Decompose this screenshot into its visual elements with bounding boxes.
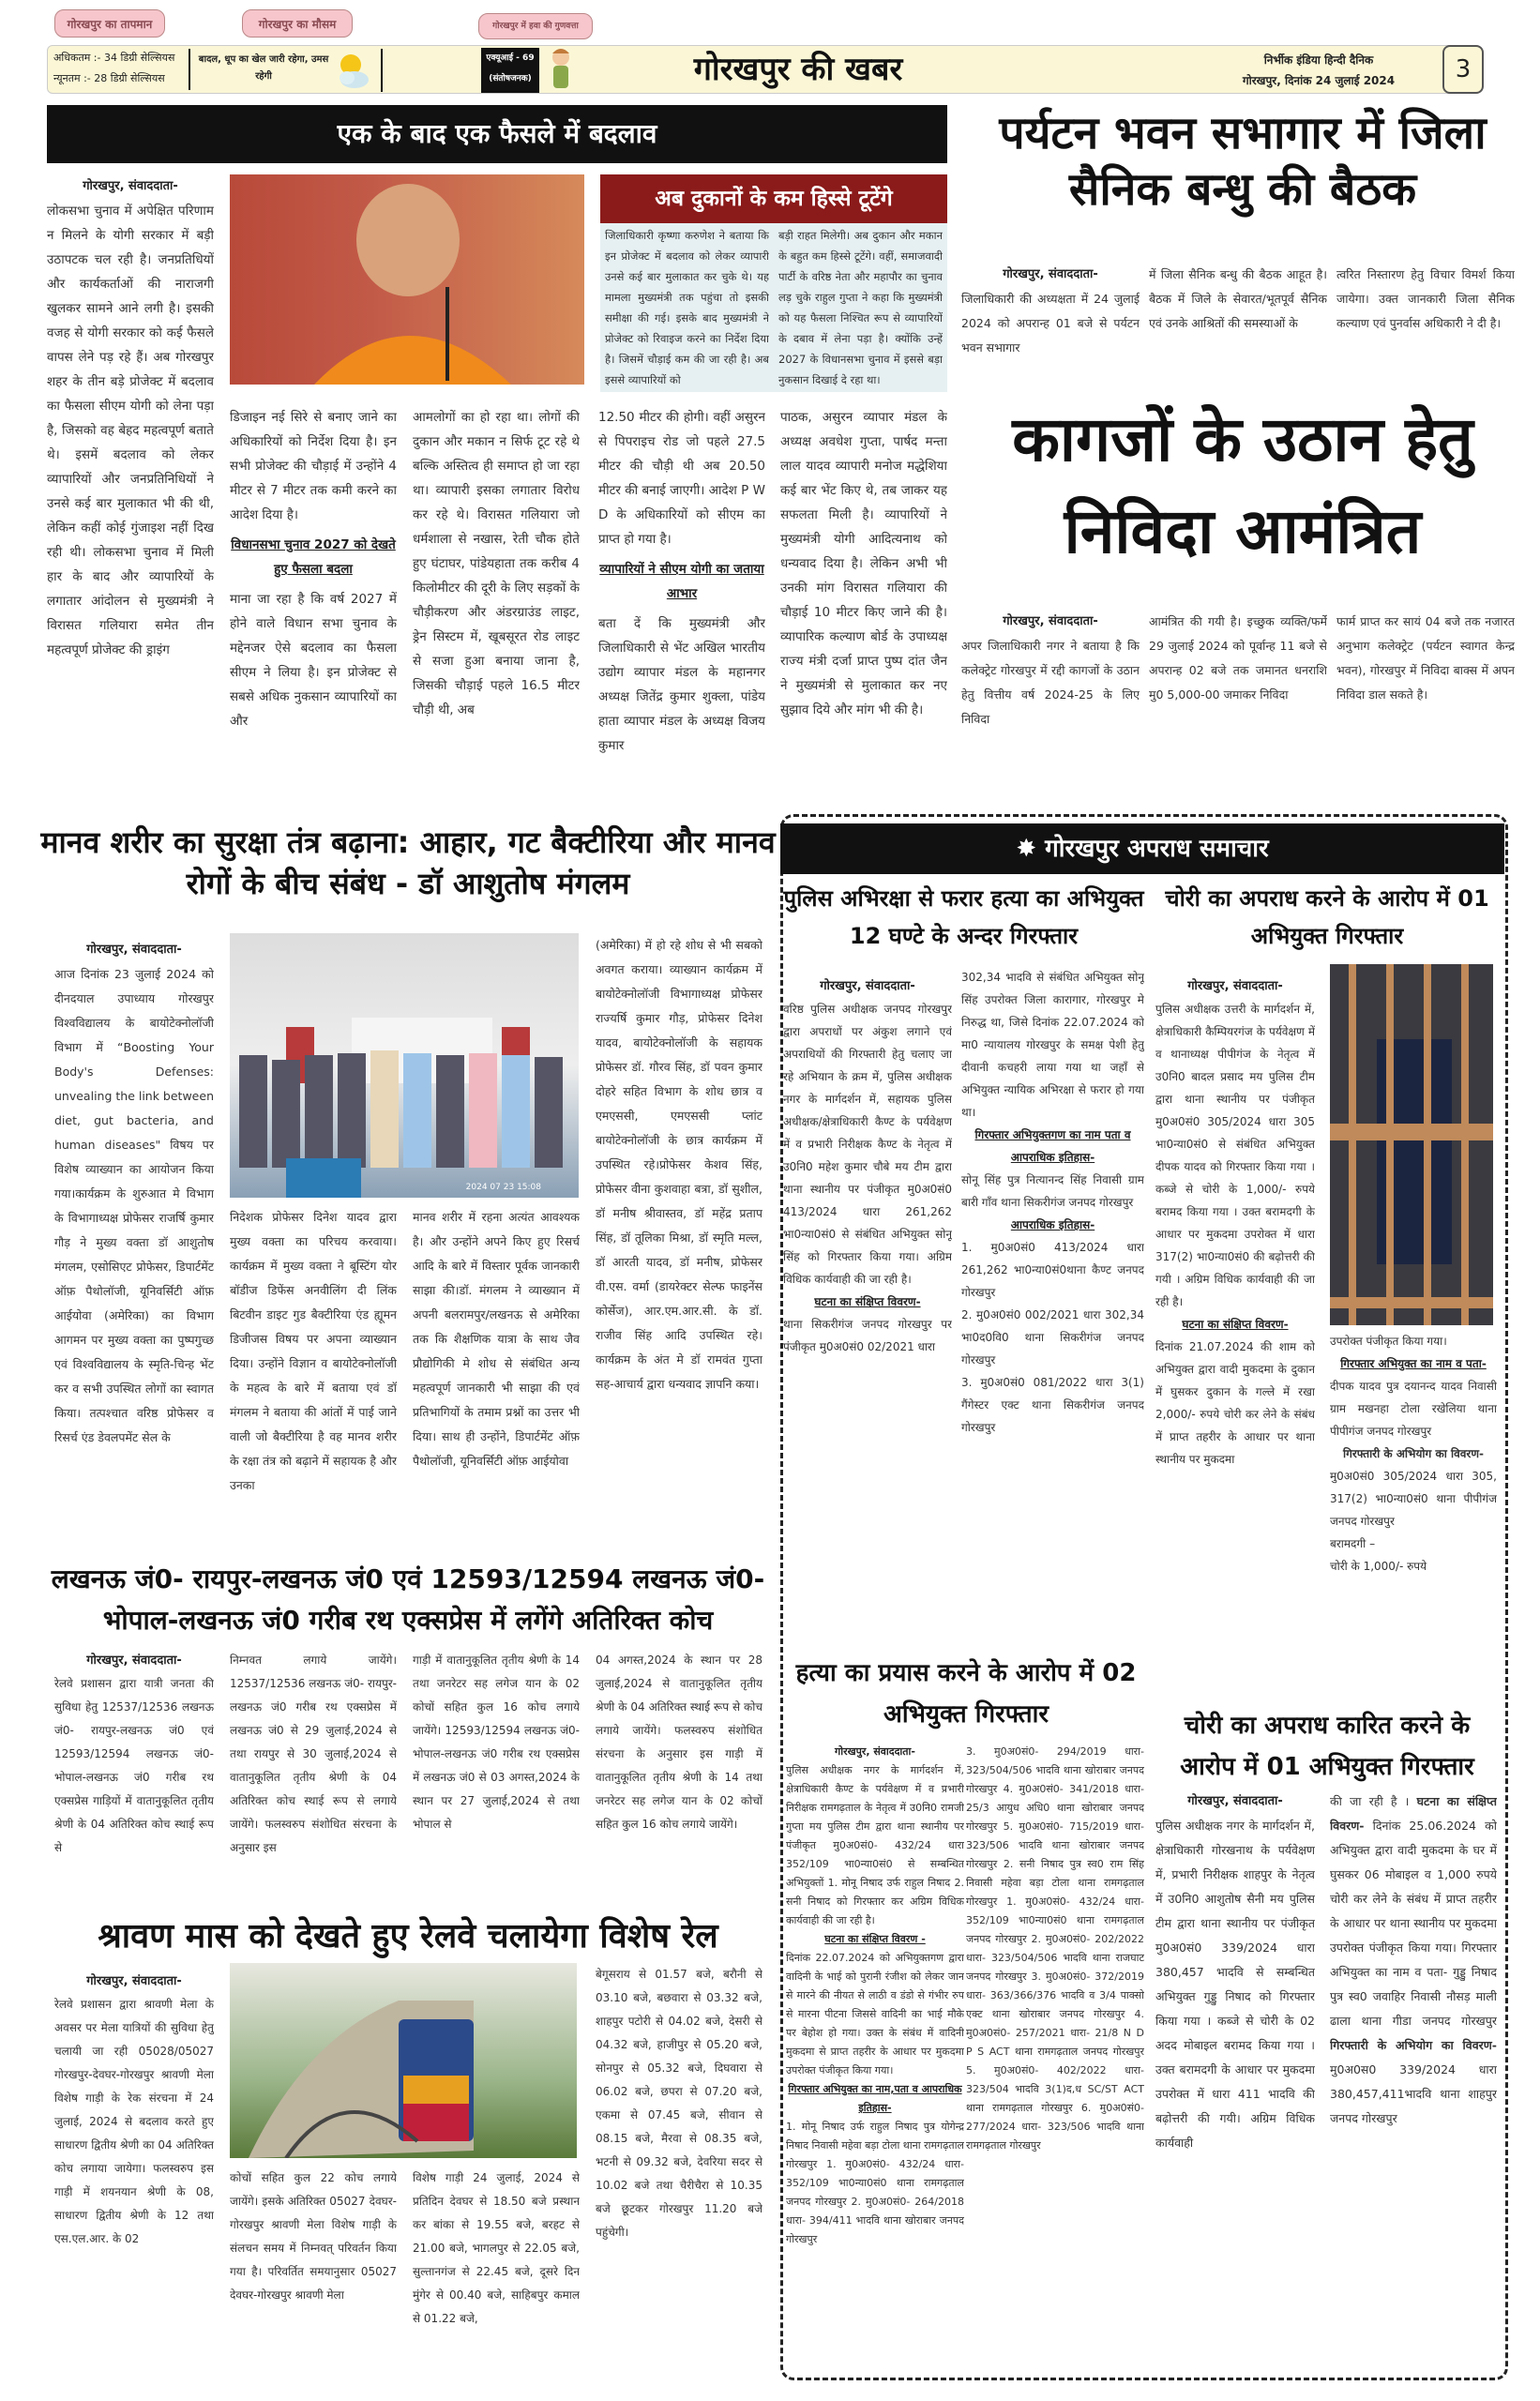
- crime-d-subhead-2: गिरफ्तारी के अभियोग का विवरण-: [1330, 2038, 1497, 2052]
- crime-b-text-1: पुलिस अधीक्षक उत्तरी के मार्गदर्शन में, क्षेत्राधिकारी कैम्पियरगंज के पर्यवेक्षण में व थानाध्यक्ष पीपीगंज के नेतृत्व में उ0नि0 बादल प्रसाद मय पुलिस टीम द्वारा थाना स्थानीय पर पंजीकृत मु0अ0सं0 305/2024 धारा 305 भा0न्या0सं0 से संबंधित अभियुक्त दीपक यादव को गिरफ्तार किया गया । कब्जे से चोरी के 1,000/- रुपये बरामद किया गया । उक्त बरामदगी के आधार पर मुकदमा उपरोक्त में धारा 317(2) भा0न्या0सं0 की बढ़ोत्तरी की गयी । अग्रिम विधिक कार्यवाही की जा रही है।: [1155, 1003, 1315, 1308]
- byline: गोरखपुर, संवाददाता-: [1187, 1794, 1283, 1808]
- story4-col1: [54, 938, 214, 1548]
- page-number: 3: [1442, 45, 1484, 94]
- inset-col1: जिलाधिकारी कृष्णा करुणेश ने बताया कि इन प्रोजेक्ट में बदलाव को लेकर व्यापारी उनसे कई बार मुलाकात कर चुके थे। यह मामला मुख्यमंत्री तक पहुंचा तो इसकी समीक्षा की गई। इसके बाद मुख्यमंत्री ने प्रोजेक्ट को रिवाइज करने का निर्देश दिया है। जिसमें चौड़ाई कम की जा रही है। अब इससे व्यापारियों को: [605, 229, 769, 386]
- byline: गोरखपुर, संवाददाता-: [86, 1974, 182, 1988]
- story6-col1: [54, 1970, 214, 2373]
- crime-d-text-1: पुलिस अधीक्षक नगर के मार्गदर्शन में, क्षेत्राधिकारी गोरखनाथ के पर्यवेक्षण में, प्रभारी निरीक्षक शाहपुर के नेतृत्व में उ0नि0 आशुतोष सैनी मय पुलिस टीम द्वारा थाना स्थानीय पर पंजीकृत मु0अ0सं0 339/2024 धारा 380,457 भादवि से सम्बन्धित अभियुक्त गुड्डु निषाद को गिरफ्तार किया गया । कब्जे से चोरी के 02 अदद मोबाइल बरामद किया गया । उक्त बरामदगी के आधार पर मुकदमा उपरोक्त में धारा 411 भादवि की बढ़ोत्तरी की गयी। अग्रिम विधिक कार्यवाही: [1155, 1819, 1315, 2150]
- story5-col3: गाड़ी में वातानुकूलित तृतीय श्रेणी के 14 तथा जनरेटर सह लगेज यान के 02 कोचों सहित कुल 16 कोच लगाये जायेंगे। 12593/12594 लखनऊ जं0- भोपाल-लखनऊ जं0 गरीब रथ एक्सप्रेस में लखनऊ जं0 से 03 अगस्त,2024 के स्थान पर 27 जुलाई,2024 से तथा भोपाल से: [413, 1654, 580, 1831]
- crime-a-col2: [961, 966, 1144, 1623]
- crime-d-col2: [1330, 1789, 1497, 2352]
- weather-label: गोरखपुर का मौसम: [242, 9, 353, 38]
- aqi-badge: [481, 48, 539, 93]
- photo-caption: उपरोक्त पंजीकृत किया गया।: [1330, 1335, 1447, 1348]
- aqi-label: गोरखपुर में हवा की गुणवत्ता: [478, 13, 593, 39]
- story1-col5: पाठक, असुरन व्यापार मंडल के अध्यक्ष अवधेश गुप्ता, पार्षद मन्ता लाल यादव व्यापारी मनोज मद्धेशिया कई बार भेंट किए थे, तब जाकर यह सफलता मिली है। व्यापारियों ने मुख्यमंत्री योगी आदित्यनाथ को धन्यवाद दिया है। लेकिन अभी भी उनकी मांग विरासत गलियारा की चौड़ाई 10 मीटर किए जाने की है। व्यापारिक कल्याण बोर्ड के उपाध्यक्ष राज्य मंत्री दर्जा प्राप्त पुष्प दांत जैन ने मुख्यमंत्री से मुलाकात कर नए सुझाव दिये और मांग भी की है।: [780, 410, 947, 717]
- crime-a-text-1b: थाना सिकरीगंज जनपद गोरखपुर पर पंजीकृत मु0अ0सं0 02/2021 धारा: [783, 1318, 952, 1353]
- story1-col1: [47, 174, 214, 803]
- story2-col3: त्वरित निस्तारण हेतु विचार विमर्श किया जायेगा। उक्त जानकारी जिला सैनिक कल्याण एवं पुनर्वास अधिकारी ने दी है।: [1336, 267, 1515, 330]
- weather-forecast: बादल, धूप का खेल जारी रहेगा, उमस रहेगी: [198, 54, 329, 82]
- crime-d-text-pre: की जा रही है ।: [1330, 1794, 1410, 1808]
- aqi-status: (संतोषजनक): [489, 74, 532, 83]
- history-item: 1. मु0अ0सं0 413/2024 धारा 261,262 भा0न्या0सं0थाना कैण्ट जनपद गोरखपुर: [961, 1241, 1144, 1299]
- story1-col2: [230, 405, 397, 808]
- byline: गोरखपुर, संवाददाता-: [820, 979, 915, 993]
- story1-subhead-1: विधानसभा चुनाव 2027 को देखते हुए फैसला बदला: [231, 537, 396, 577]
- byline: गोरखपुर, संवाददाता-: [835, 1745, 915, 1758]
- crime-c-headline: हत्या का प्रयास करने के आरोप में 02 अभियुक्त गिरफ्तार: [795, 1659, 1137, 1729]
- story1-text-2a: डिजाइन नई सिरे से बनाए जाने का अधिकारियों को निर्देश दिया है। इन सभी प्रोजेक्ट की चौड़ाई में उन्होंने 4 मीटर से 7 मीटर तक कमी करने का आदेश दिया है।: [230, 410, 397, 522]
- story3-col1: [961, 610, 1140, 797]
- story6-headline: श्रावण मास को देखते हुए रेलवे चलायेगा विशेष रेल: [98, 1917, 718, 1956]
- crime-c-text-1: पुलिस अधीक्षक नगर के मार्गदर्शन में, क्षेत्राधिकारी कैण्ट के पर्यवेक्षण में व प्रभारी निरीक्षक रामगढ़ताल के नेतृत्व में उ0नि0 रामजी गुप्ता मय पुलिस टीम द्वारा थाना स्थानीय पर पंजीकृत मु0अ0सं0- 432/24 धारा 352/109 भा0न्या0सं0 से सम्बन्धित अभियुक्तों 1. मोनू निषाद उर्फ राहुल निषाद 2. सनी निषाद को गिरफ्तार कर अग्रिम विधिक कार्यवाही की जा रही है।: [786, 1764, 964, 1926]
- story4-text-1: आज दिनांक 23 जुलाई 2024 को दीनदयाल उपाध्याय गोरखपुर विश्वविद्यालय के बायोटेक्नोलॉजी विभाग में “Boosting Your Body's Defenses: unvealing the link between diet, gut bacteria, and human diseases" विषय पर विशेष व्याख्यान का आयोजन किया गया।कार्यक्रम के शुरुआत मे विभाग के विभागाध्यक्ष प्रोफेसर राजर्षि कुमार गौड़ ने मुख्य वक्ता डॉ आशुतोष मंगलम, एसोसिएट प्रोफेसर, डिपार्टमेंट ऑफ़ पैथोलॉजी, यूनिवर्सिटी ऑफ़ आईयोवा (अमेरिका) का विभाग आगमन पर मुख्य वक्ता का पुष्पगुच्छ एवं विश्वविद्यालय के स्मृति-चिन्ह भेंट कर व सभी उपस्थित लोगों का स्वागत किया। तत्पश्चात वरिष्ठ प्रोफेसर व रिसर्च एंड डेवलपमेंट सेल के: [54, 967, 214, 1444]
- child-coughing-icon: [547, 46, 575, 93]
- masthead: [47, 45, 1472, 94]
- crime-section-title: गोरखपुर अपराध समाचार: [1045, 835, 1269, 863]
- crime-a-col1: [783, 975, 952, 1463]
- crime-d-col1: [1155, 1789, 1315, 2352]
- min-temp: न्यूनतम :- 28 डिग्री सेल्सियस: [53, 72, 165, 84]
- story3-col2: आमंत्रित की गयी है। इच्छुक व्यक्ति/फर्मे 29 जुलाई 2024 को पूर्वान्ह 11 बजे से अपरान्ह 02 बजे तक जमानत धनराशि मु0 5,000-00 जमाकर निविदा: [1149, 614, 1327, 702]
- recovery-label: बरामदगी –: [1330, 1537, 1376, 1550]
- crime-b-headline: चोरी का अपराध करने के आरोप में 01 अभियुक्त गिरफ्तार: [1165, 885, 1489, 949]
- photo-timestamp: 2024 07 23 15:08: [465, 1183, 541, 1192]
- crime-d-text-2b: मु0अ0स0 339/2024 धारा 380,457,411भादवि थाना शाहपुर जनपद गोरखपुर: [1330, 2062, 1497, 2125]
- history-item: 3. मु0अ0सं0 081/2022 धारा 3(1) गैंगेस्टर एक्ट थाना सिकरीगंज जनपद गोरखपुर: [961, 1376, 1144, 1434]
- crime-c-text-1c: 1. मोनू निषाद उर्फ राहुल निषाद पुत्र योगेन्द्र निषाद निवासी महेवा बड़ा टोला थाना रामगढ़ताल गोरखपुर 1. मु0अ0सं0- 432/24 धारा- 352/109 भा0न्या0सं0 थाना रामगढ़ताल जनपद गोरखपुर 2. मु0अ0सं0- 264/2018 धारा- 394/411 भादवि थाना खोराबार जनपद गोरखपुर: [786, 2121, 964, 2245]
- crime-b-subhead-3: गिरफ्तारी के अभियोग का विवरण-: [1342, 1447, 1484, 1460]
- divider-arrow-2: [381, 49, 383, 92]
- story3-text-1: अपर जिलाधिकारी नगर ने बताया है कि कलेक्ट्रेट गोरखपुर में रद्दी कागजों के उठान हेतु वित्तीय वर्ष 2024-25 के लिए निविदा: [961, 639, 1140, 726]
- crime-b-col1: [1155, 975, 1315, 1702]
- crime-section-header: [780, 823, 1504, 874]
- sun-cloud-icon: [334, 50, 371, 91]
- divider-arrow: [189, 49, 190, 90]
- story4-col2: निदेशक प्रोफेसर दिनेश यादव द्वारा मुख्य वक्ता का परिचय करवाया।कार्यक्रम में मुख्य वक्ता ने बूस्टिंग योर बॉडीज डिफेंस अनवीलिंग दी लिंक बिटवीन डाइट गुड बैक्टीरिया एंड ह्यूमन डिजीजस विषय पर अपना व्याख्यान दिया। उन्होंने विज्ञान व बायोटेक्नोलॉजी के महत्व के बारे में बताया एवं डॉ मंगलम ने बताया की आंतों में पाई जाने वाली जो बैक्टीरिया है वह मानव शरीर के रक्षा तंत्र को बढ़ाने में सहायक है और उनका: [230, 1210, 397, 1492]
- story2-col1: [961, 263, 1140, 366]
- crime-a-subhead: घटना का संक्षिप्त विवरण-: [814, 1295, 921, 1308]
- inset-col2: बड़ी राहत मिलेगी। अब दुकान और मकान के बहुत कम हिस्से टूटेंगे। वहीं, समाजवादी पार्टी के वरिष्ठ नेता और महापौर का चुनाव लड़ चुके राहुल गुप्ता ने कहा कि मुख्यमंत्री को यह फैसला निश्चित रूप से व्यापारियों के दबाव में लेना पड़ा है। क्योंकि उन्हें 2027 के विधानसभा चुनाव में इससे बड़ा नुकसान दिखाई दे रहा था।: [778, 229, 943, 386]
- story1-banner: एक के बाद एक फैसले में बदलाव: [47, 105, 947, 163]
- aqi-value: एक्यूआई - 69: [486, 53, 535, 63]
- paper-name: निर्भीक इंडिया हिन्दी दैनिक: [1263, 53, 1374, 67]
- crime-a-headline: पुलिस अभिरक्षा से फरार हत्या का अभियुक्त 12 घण्टे के अन्दर गिरफ्तार: [783, 885, 1144, 949]
- byline: गोरखपुर, संवाददाता-: [83, 179, 178, 193]
- train-photo: [230, 1963, 577, 2158]
- story1-text-4b: बता दें कि मुख्यमंत्री और जिलाधिकारी से भेंट अखिल भारतीय उद्योग व्यापार मंडल के महानगर अध्यक्ष जितेंद्र कुमार शुक्ला, पांडेय हाता व्यापार मंडल के अध्यक्ष विजय कुमार: [598, 616, 765, 753]
- dateline: गोरखपुर, दिनांक 24 जुलाई 2024: [1242, 74, 1396, 87]
- story4-col4: (अमेरिका) में हो रहे शोध से भी सबको अवगत कराया। व्याख्यान कार्यक्रम में बायोटेक्नोलॉजी विभागाध्यक्ष प्रोफेसर राज्यर्षि कुमार गौड़, प्रोफेसर दिनेश यादव, बायोटेक्नोलॉजी के सहायक प्रोफेसर डॉ. गौरव सिंह, डॉ पवन कुमार दोहरे सहित विभाग के शोध छात्र व एमएससी, एमएससी प्लांट बायोटेक्नोलॉजी के छात्र कार्यक्रम में उपस्थित रहे।प्रोफेसर केशव सिंह, प्रोफेसर वीना कुशवाहा बत्रा, डॉ सुशील, डॉ मनीष श्रीवास्तव, डॉ महेंद्र प्रताप सिंह, डॉ तूलिका मिश्रा, डॉ स्मृति मल्ल, डॉ आरती यादव, डॉ मनीष, प्रोफेसर वी.एस. वर्मा (डायरेक्टर सेल्फ फाइनेंस कोर्सेज), आर.एम.आर.सी. के डॉ. राजीव सिंह आदि उपस्थित रहे। कार्यक्रम के अंत मे डॉ रामवंत गुप्ता सह-आचार्य द्वारा धन्यवाद ज्ञापनि कया।: [596, 938, 762, 1391]
- crime-c-col2: 3. मु0अ0सं0- 294/2019 धारा- 323/504/506 भादवि थाना खोराबार जनपद गोरखपुर 4. मु0अ0सं0- 341/2018 धारा- 25/3 आयुध अधि0 थाना खोराबार जनपद गोरखपुर 5. मु0अ0सं0- 715/2019 धारा- 323/506 भादवि थाना खोराबार जनपद गोरखपुर 2. सनी निषाद पुत्र स्व0 राम सिंह निवासी महेवा बड़ा टोला थाना रामगढ़ताल गोरखपुर 1. मु0अ0सं0- 432/24 धारा- 352/109 भा0न्या0सं0 थाना रामगढ़ताल जनपद गोरखपुर 2. मु0अ0सं0- 202/2022 धारा- 323/504/506 भादवि थाना राजघाट जनपद गोरखपुर 3. मु0अ0सं0- 372/2019 धारा- 363/366/376 भादवि व 3/4 पाक्सो एक्ट थाना खोराबार जनपद गोरखपुर 4. मु0अ0सं0- 257/2021 धारा- 21/8 N D P S ACT थाना रामगढ़ताल जनपद गोरखपुर 5. मु0अ0सं0- 402/2022 धारा- 323/504 भादवि 3(1)द,ध SC/ST ACT थाना रामगढ़ताल गोरखपुर 6. मु0अ0सं0- 277/2024 धारा- 323/506 भादवि थाना रामगढ़ताल गोरखपुर: [966, 1745, 1144, 2152]
- crime-b-text-2: दीपक यादव पुत्र दयानन्द यादव निवासी ग्राम मखनहा टोला रखेलिया थाना पीपीगंज जनपद गोरखपुर: [1330, 1380, 1497, 1438]
- byline: गोरखपुर, संवाददाता-: [86, 1654, 182, 1668]
- crime-b-text-1b: दिनांक 21.07.2024 की शाम को अभियुक्त द्वारा वादी मुकदमा के दुकान में घुसकर दुकान के गल्ले में रखा 2,000/- रुपये चोरी कर लेने के संबंध में प्राप्त तहरीर के आधार पर थाना स्थानीय पर मुकदमा: [1155, 1340, 1315, 1466]
- story5-headline: लखनऊ जं0- रायपुर-लखनऊ जं0 एवं 12593/12594 लखनऊ जं0-भोपाल-लखनऊ जं0 गरीब रथ एक्सप्रेस में लगेंगे अतिरिक्त कोच: [51, 1563, 765, 1636]
- story1-col4: [598, 405, 765, 808]
- byline: गोरखपुर, संवाददाता-: [1003, 267, 1098, 281]
- byline: गोरखपुर, संवाददाता-: [1003, 614, 1098, 628]
- story3-headline: कागजों के उठान हेतु निविदा आमंत्रित: [1012, 403, 1473, 567]
- story6-col2: कोचों सहित कुल 22 कोच लगाये जायेंगे। इसके अतिरिक्त 05027 देवघर-गोरखपुर श्रावणी मेला विशेष गाड़ी के संलचन समय में निम्नवत् परिवर्तन किया गया है। परिवर्तित समयानुसार 05027 देवघर-गोरखपुर श्रावणी मेला: [230, 2171, 397, 2302]
- max-temp: अधिकतम :- 34 डिग्री सेल्सियस: [53, 52, 175, 64]
- story1-text-1: लोकसभा चुनाव में अपेक्षित परिणाम न मिलने के योगी सरकार में बड़ी उठापटक चल रही है। जनप्रतिधियों और कार्यकर्ताओं की नाराजगी खुलकर सामने आने लगी है। इसकी वजह से योगी सरकार को कई फैसले वापस लेने पड़ रहे हैं। अब गोरखपुर शहर के तीन बड़े प्रोजेक्ट में बदलाव का फैसला सीएम योगी को लेना पड़ा है, जिसको वह बेहद महत्वपूर्ण बताते थे। इसमें बदलाव को लेकर व्यापारियों और जनप्रतिनिधियों ने उनसे कई बार मुलाकात भी की थी, लेकिन कहीं कोई गुंजाइश नहीं दिख रही थी। लोकसभा चुनाव में मिली हार के बाद और व्यापारियों के लगातार आंदोलन से मुख्यमंत्री ने विरासत गलियारा समेत तीन महत्वपूर्ण प्रोजेक्ट की ड्राइंग: [47, 204, 214, 657]
- story1-text-2b: माना जा रहा है कि वर्ष 2027 में होने वाले विधान सभा चुनाव के मद्देनजर ऐसे बदलाव का फैसला सीएम ने लिया है। इन प्रोजेक्ट से सबसे अधिक नुकसान व्यापारियों का और: [230, 592, 397, 729]
- story4-col3: मानव शरीर में रहना अत्यंत आवश्यक है। और उन्होंने अपने किए हुए रिसर्च आदि के बारे में विस्तार पूर्वक जानकारी साझा की।डॉ. मंगलम ने व्याख्यान में अपनी बलरामपुर/लखनऊ से अमेरिका तक कि शैक्षणिक यात्रा के साथ जैव प्रौद्योगिकी मे शोध से संबंधित अन्य महत्वपूर्ण जानकारी भी साझा की एवं प्रतिभागियों के तमाम प्रश्नों का उत्तर भी दिया। साथ ही उन्होंने, डिपार्टमेंट ऑफ़ पैथोलॉजी, यूनिवर्सिटी ऑफ़ आईयोवा: [413, 1210, 580, 1468]
- story6-col3: विशेष गाड़ी 24 जुलाई, 2024 से प्रतिदिन देवघर से 18.50 बजे प्रस्थान कर बांका से 19.55 बजे, बरहट से 21.00 बजे, भागलपुर से 22.05 बजे, सुल्तानगंज से 22.45 बजे, दूसरे दिन मुंगेर से 00.40 बजे, साहिबपुर कमाल से 01.22 बजे,: [413, 2171, 580, 2325]
- byline: गोरखपुर, संवाददाता-: [86, 943, 182, 957]
- history-item: 2. मु0अ0सं0 002/2021 धारा 302,34 भा0द0वि0 थाना सिकरीगंज जनपद गोरखपुर: [961, 1308, 1144, 1367]
- story2-headline: पर्यटन भवन सभागार में जिला सैनिक बन्धु की बैठक: [999, 107, 1487, 216]
- story6-text-1: रेलवे प्रशासन द्वारा श्रावणी मेला के अवसर पर मेला यात्रियों की सुविधा हेतु चलायी जा रही 05028/05027 गोरखपुर-देवघर-गोरखपुर श्रावणी मेला विशेष गाड़ी के रेक संरचना में 24 जुलाई, 2024 से बदलाव करते हुए साधारण द्वितीय श्रेणी का 04 अतिरिक्त कोच लगाया जायेगा। फलस्वरुप इस गाड़ी में शयनयान श्रेणी के 08, साधारण द्वितीय श्रेणी के 12 तथा एस.एल.आर. के 02: [54, 1998, 214, 2245]
- story4-headline: मानव शरीर का सुरक्षा तंत्र बढ़ाना: आहार, गट बैक्टीरिया और मानव रोगों के बीच संबंध - डॉ आशुतोष मंगलम: [40, 824, 776, 901]
- story6-col4: बेगूसराय से 01.57 बजे, बरौनी से 03.10 बजे, बछवारा से 03.32 बजे, शाहपुर पटोरी से 04.02 बजे, देसरी से 04.32 बजे, हाजीपुर से 05.20 बजे, सोनपुर से 05.32 बजे, दिघवारा से 06.02 बजे, छपरा से 07.20 बजे, एकमा से 07.45 बजे, सीवान से 08.15 बजे, मैरवा से 08.35 बजे, भटनी से 09.32 बजे, देवरिया सदर से 10.02 बजे तथा चैरीचैरा से 10.35 बजे छूटकर गोरखपुर 11.20 बजे पहुंचेगी।: [596, 1968, 762, 2239]
- story2-col2: में जिला सैनिक बन्धु की बैठक आहूत है। बैठक में जिले के सेवारत/भूतपूर्व सैनिक एवं उनके आश्रितों की समस्याओं के: [1149, 267, 1327, 330]
- story3-col3: फार्म प्राप्त कर सायं 04 बजे तक नजारत अनुभाग कलेक्ट्रेट (पर्यटन स्वागत केन्द्र भवन), गोरखपुर में निविदा बाक्स में अपन निविदा डाल सकते है।: [1336, 614, 1515, 702]
- crime-d-subhead: घटना का संक्षिप्त विवरण-: [1330, 1794, 1497, 1833]
- crime-c-subhead: घटना का संक्षिप्त विवरण -: [824, 1933, 926, 1945]
- seminar-photo: [230, 933, 579, 1198]
- crime-c-col1: [786, 1743, 964, 2352]
- crime-c-text-1b: दिनांक 22.07.2024 को अभियुक्तगण द्वारा वादिनी के भाई को पुरानी रंजीश को लेकर जान से मारने की नीयत से लाठी व डंडो से गंभीर रुप से मारना पीटना जिससे वादिनी का भाई मौके पर बेहोश हो गया। उक्त के संबंध में वादिनी मुकदमा से प्राप्त तहरीर के आधार पर मुकदमा उपरोक्त पंजीकृत किया गया।: [786, 1952, 964, 2076]
- crime-a-subhead-2: गिरफ्तार अभियुक्तगण का नाम पता व आपराधिक इतिहास-: [974, 1128, 1131, 1164]
- crime-b-subhead-2: गिरफ्तार अभियुक्त का नाम व पता-: [1340, 1357, 1487, 1370]
- recovery-value: चोरी के 1,000/- रुपये: [1330, 1560, 1427, 1573]
- byline: गोरखपुर, संवाददाता-: [1187, 979, 1283, 993]
- story1-subhead-2: व्यापारियों ने सीएम योगी का जताया आभार: [599, 562, 764, 601]
- temperature-label: गोरखपुर का तापमान: [54, 9, 165, 38]
- crime-a-text-2b: सोनू सिंह पुत्र नित्यानन्द सिंह निवासी ग्राम बारी गाँव थाना सिकरीगंज जनपद गोरखपुर: [961, 1173, 1144, 1209]
- yogi-photo: [230, 174, 584, 385]
- burst-icon: ✸: [1016, 835, 1046, 863]
- crime-b-text-2b: मु0अ0सं0 305/2024 धारा 305, 317(2) भा0न्या0सं0 थाना पीपीगंज जनपद गोरखपुर: [1330, 1470, 1497, 1528]
- story5-col1: [54, 1649, 214, 1902]
- crime-a-text-1: वरिष्ठ पुलिस अधीक्षक जनपद गोरखपुर द्वारा अपराधों पर अंकुश लगाने एवं अपराधियों की गिरफ्तारी हेतु चलाए जा रहे अभियान के क्रम में, पुलिस अधीक्षक नगर के मार्गदर्शन में, सहायक पुलिस अधीक्षक/क्षेत्राधिकारी कैण्ट के पर्यवेक्षण में व प्रभारी निरीक्षक कैण्ट के नेतृत्व में उ0नि0 महेश कुमार चौबे मय टीम द्वारा थाना स्थानीय पर पंजीकृत मु0अ0सं0 413/2024 धारा 261,262 भा0न्या0सं0 से संबंधित अभियुक्त सोनू सिंह को गिरफ्तार किया गया। अग्रिम विधिक कार्यवाही की जा रही है।: [783, 1003, 952, 1286]
- crime-d-text-2: दिनांक 25.06.2024 को अभियुक्त द्वारा वादी मुकदमा के घर में घुसकर 06 मोबाइल व 1,000 रुपये चोरी कर लेने के संबंध में प्राप्त तहरीर के आधार पर थाना स्थानीय पर मुकदमा उपरोक्त पंजीकृत किया गया। गिरफ्तार अभियुक्त का नाम व पता- गुड्डु निषाद पुत्र स्व0 जवाहिर निवासी नौसड़ माली ढाला थाना गीडा जनपद गोरखपुर: [1330, 1819, 1497, 2028]
- masthead-title: गोरखपुर की खबर: [693, 51, 903, 88]
- story5-col2: निम्नवत लगाये जायेंगे। 12537/12536 लखनऊ जं0- रायपुर-लखनऊ जं0 गरीब रथ एक्सप्रेस में लखनऊ जं0 से 29 जुलाई,2024 से तथा रायपुर से 30 जुलाई,2024 से वातानुकूलित तृतीय श्रेणी के 04 अतिरिक्त कोच स्थाई रूप से लगाये जायेंगे। फलस्वरुप संशोधित संरचना के अनुसार इस: [230, 1654, 397, 1854]
- crime-d-headline: चोरी का अपराध कारित करने के आरोप में 01 अभियुक्त गिरफ्तार: [1154, 1705, 1501, 1788]
- story1-text-4a: 12.50 मीटर की होगी। वहीं असुरन से पिपराइच रोड जो पहले 27.5 मीटर की चौड़ी थी अब 20.50 मीटर की बनाई जाएगी। आदेश P W D के अधिकारियों को सीएम का प्राप्त हो गया है।: [598, 410, 765, 547]
- inset-title: अब दुकानों के कम हिस्से टूटेंगे: [600, 174, 947, 223]
- crime-c-subhead-2: गिरफ्तार अभियुक्त का नाम,पता व आपराधिक इतिहास-: [788, 2083, 962, 2114]
- crime-a-text-2: 302,34 भादवि से संबंधित अभियुक्त सोनू सिंह उपरोक्त जिला कारागार, गोरखपुर मे निरुद्ध था, जिसे दिनांक 22.07.2024 को मा0 न्यायालय गोरखपुर के समक्ष पेशी हेतु दीवानी कचहरी लाया गया था जहाँ से अभियुक्त न्यायिक अभिरक्षा से फरार हो गया था।: [961, 971, 1144, 1119]
- story5-col4: 04 अगस्त,2024 के स्थान पर 28 जुलाई,2024 से वातानुकूलित तृतीय श्रेणी के 04 अतिरिक्त स्थाई रूप से कोच लगाये जायेंगे। फलस्वरुप संशोधित संरचना के अनुसार इस गाड़ी में वातानुकूलित तृतीय श्रेणी के 14 तथा जनरेटर सह लगेज यान के 02 कोचों सहित कुल 16 कोच लगाये जायेंगे।: [596, 1654, 762, 1831]
- crime-b-subhead: घटना का संक्षिप्त विवरण-: [1182, 1318, 1289, 1331]
- crime-a-subhead-3: आपराधिक इतिहास-: [1010, 1218, 1095, 1231]
- story2-text-1: जिलाधिकारी की अध्यक्षता में 24 जुलाई 2024 को अपरान्ह 01 बजे से पर्यटन भवन सभागार: [961, 292, 1140, 355]
- story1-col3: आमलोगों का हो रहा था। लोगों की दुकान और मकान न सिर्फ टूट रहे थे बल्कि अस्तित्व ही समाप्त हो जा रहा था। व्यापारी इसका लगातार विरोध कर रहे थे। विरासत गलियारा जो धर्मशाला से नखास, रेती चौक होते हुए घंटाघर, पांडेयहाता तक करीब 4 किलोमीटर की दूरी के लिए सड़कों के चौड़ीकरण और अंडरग्राउंड लाइट, ड्रेन सिस्टम में, खूबसूरत रोड लाइट से सजा हुआ बनाया जाना है, जिसकी चौड़ाई पहले 16.5 मीटर चौड़ी थी, अब: [413, 410, 580, 717]
- story5-text-1: रेलवे प्रशासन द्वारा यात्री जनता की सुविधा हेतु 12537/12536 लखनऊ जं0- रायपुर-लखनऊ जं0 एवं 12593/12594 लखनऊ जं0- भोपाल-लखनऊ जं0 गरीब रथ एक्सप्रेस गाड़ियों में वातानुकूलित तृतीय श्रेणी के 04 अतिरिक्त कोच स्थाई रूप से: [54, 1677, 214, 1854]
- jail-photo: [1330, 964, 1493, 1325]
- crime-b-col2: [1330, 1330, 1497, 1700]
